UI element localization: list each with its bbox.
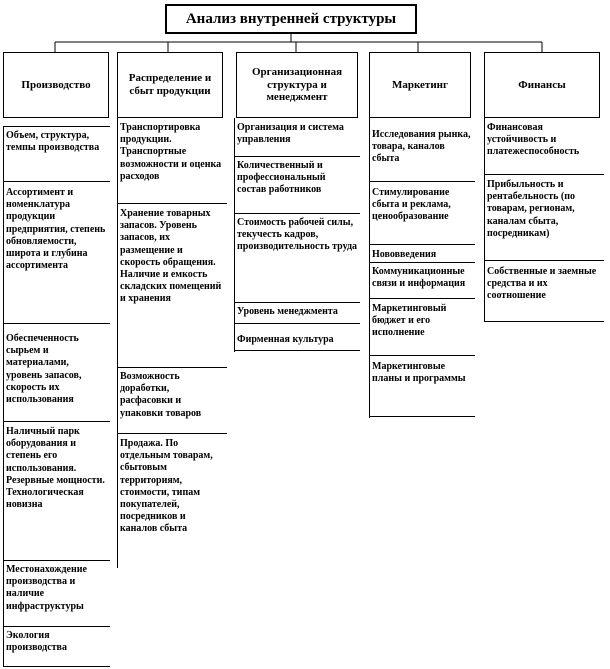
production-item: Экология производства xyxy=(6,630,67,654)
distribution-separator xyxy=(117,433,227,434)
production-bottom-rule xyxy=(3,666,110,667)
header-marketing: Маркетинг xyxy=(369,52,471,118)
production-item: Объем, структура, темпы производства xyxy=(6,130,100,154)
organization-item: Количественный и профессиональный состав работников xyxy=(237,160,326,196)
marketing-item: Маркетинговый бюджет и его исполнение xyxy=(372,303,447,339)
organization-separator xyxy=(234,213,360,214)
marketing-item: Нововведения xyxy=(372,249,437,260)
finance-bottom-rule xyxy=(484,321,604,322)
finance-item: Собственные и заемные средства и их соотношение xyxy=(487,266,597,302)
production-item: Обеспеченность сырьем и материалами, уровень запасов, скорость их использования xyxy=(6,333,82,405)
organization-separator xyxy=(234,323,360,324)
marketing-separator xyxy=(369,355,475,356)
marketing-bottom-rule xyxy=(369,416,475,417)
organization-item: Стоимость рабочей силы, текучесть кадров, производительность труда xyxy=(237,217,358,253)
organization-separator xyxy=(234,302,360,303)
distribution-item: Продажа. По отдельным товарам, сбытовым территориям, стоимости, типам покупателей, посредников и каналов сбыта xyxy=(120,438,213,535)
marketing-item: Исследования рынка, товара, каналов сбыта xyxy=(372,129,471,165)
distribution-item: Хранение товарных запасов. Уровень запасов, их размещение и скорость обращения. Наличие и емкость складских помещений и хранения xyxy=(120,208,222,305)
marketing-separator xyxy=(369,181,475,182)
organization-item: Фирменная культура xyxy=(237,334,334,345)
organization-bottom-rule xyxy=(234,350,360,351)
organization-item: Организация и система управления xyxy=(237,122,344,146)
finance-separator xyxy=(484,260,604,261)
production-separator xyxy=(3,560,110,561)
marketing-separator xyxy=(369,262,475,263)
production-separator xyxy=(3,181,110,182)
header-finance: Финансы xyxy=(484,52,600,118)
finance-item: Финансовая устойчивость и платежеспособность xyxy=(487,122,580,158)
production-separator xyxy=(3,626,110,627)
production-top-rule xyxy=(3,126,110,127)
finance-item: Прибыльность и рентабельность (по товарам, регионам, каналам сбыта, посредникам) xyxy=(487,179,575,239)
marketing-item: Коммуникационные связи и информация xyxy=(372,266,466,290)
finance-separator xyxy=(484,174,604,175)
distribution-separator xyxy=(117,203,227,204)
marketing-separator xyxy=(369,298,475,299)
marketing-item: Стимулирование сбыта и реклама, ценообразование xyxy=(372,187,451,223)
header-distribution: Распределение и сбыт продукции xyxy=(117,52,223,118)
production-separator xyxy=(3,421,110,422)
distribution-separator xyxy=(117,367,227,368)
marketing-item: Маркетинговые планы и программы xyxy=(372,361,466,385)
marketing-separator xyxy=(369,244,475,245)
production-item: Местонахождение производства и наличие инфраструктуры xyxy=(6,564,87,612)
diagram-title: Анализ внутренней структуры xyxy=(165,4,417,34)
header-organization: Организационная структура и менеджмент xyxy=(236,52,358,118)
organization-item: Уровень менеджмента xyxy=(237,306,338,317)
distribution-item: Возможность доработки, расфасовки и упаковки товаров xyxy=(120,371,202,419)
production-separator xyxy=(3,323,110,324)
header-production: Производство xyxy=(3,52,109,118)
production-item: Наличный парк оборудования и степень его использования. Резервные мощности. Технологическая новизна xyxy=(6,426,105,511)
production-item: Ассортимент и номенклатура продукции предприятия, степень обновляемости, широта и глубина ассортимента xyxy=(6,187,106,272)
distribution-item: Транспортировка продукции. Транспортные возможности и оценка расходов xyxy=(120,122,222,182)
organization-separator xyxy=(234,156,360,157)
